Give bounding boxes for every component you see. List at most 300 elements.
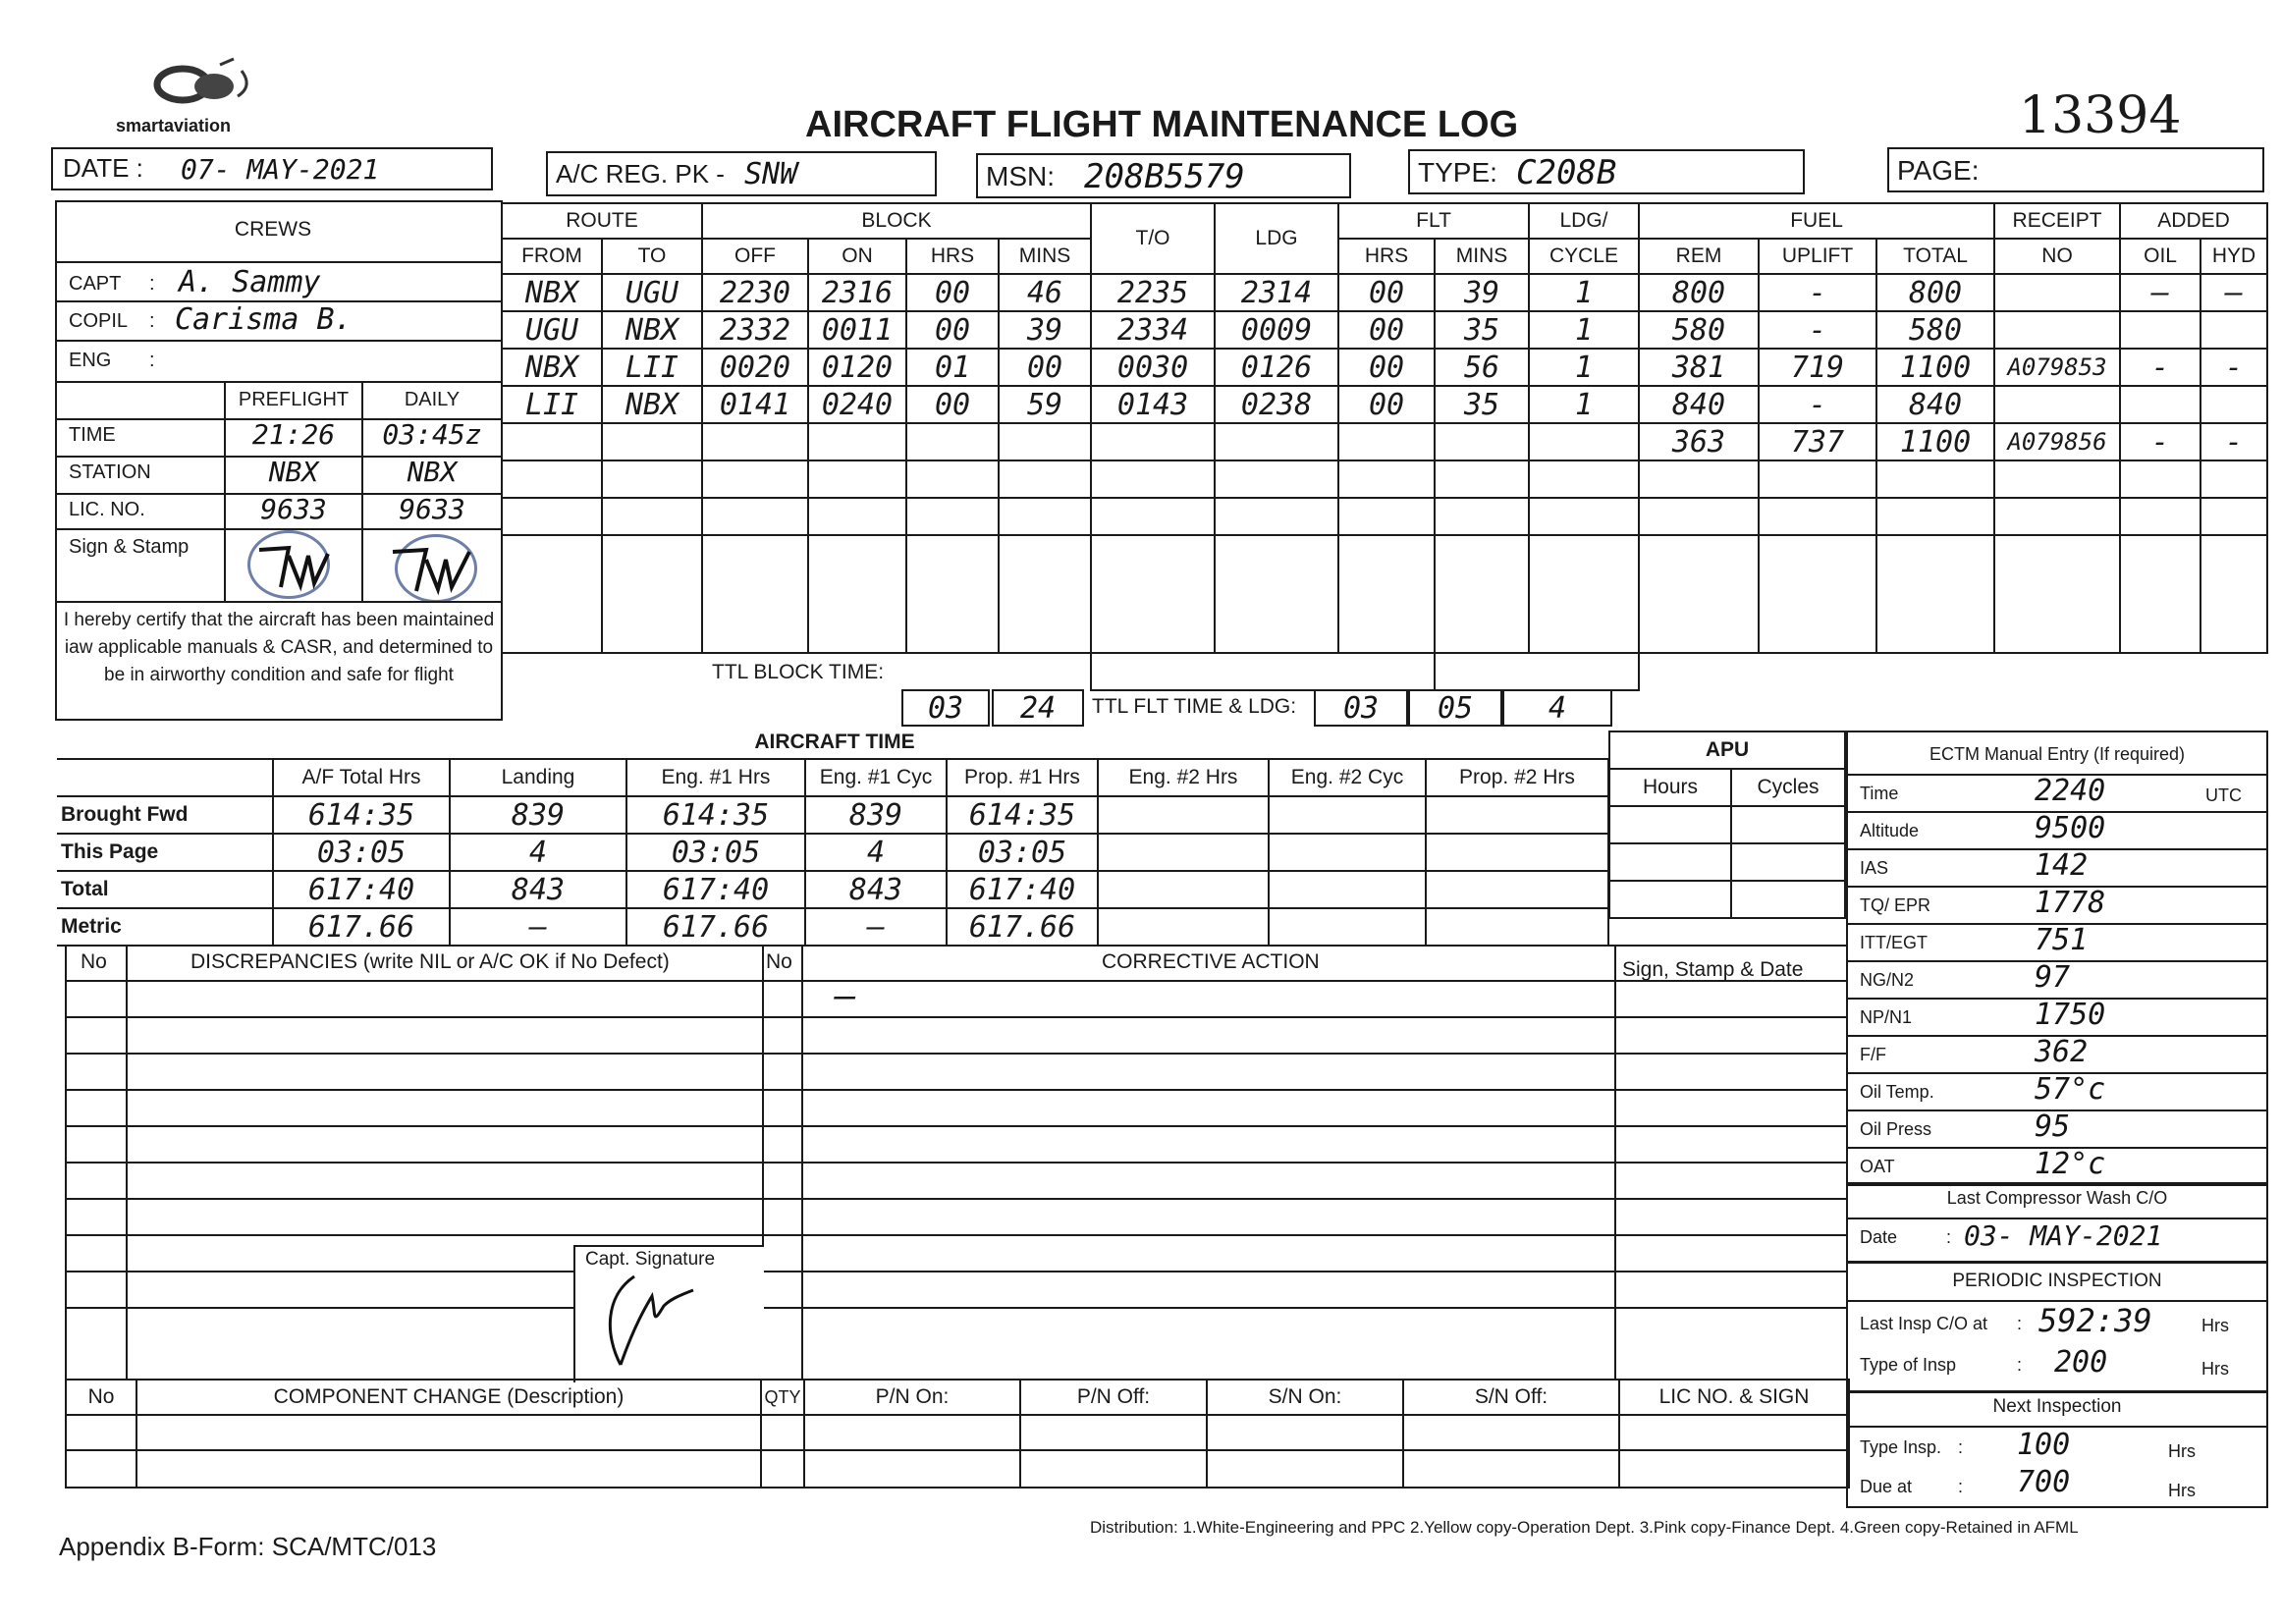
daily-station: NBX <box>407 456 458 488</box>
discrepancy-line[interactable] <box>67 1089 1846 1091</box>
aircraft-time-empty-cell[interactable] <box>1098 834 1269 871</box>
ectm-value[interactable]: 97 <box>2035 960 2071 995</box>
leg-mins-cell[interactable] <box>999 498 1091 535</box>
aircraft-time-eng1-cyc-cell[interactable]: 843 <box>805 871 947 908</box>
ac-reg-field[interactable] <box>546 151 937 196</box>
flight-leg-row <box>502 498 2267 535</box>
leg-total-cell[interactable]: 1100 <box>1876 423 1994 460</box>
aircraft-time-empty-cell[interactable] <box>1426 796 1608 834</box>
flight-leg-row <box>502 535 2267 653</box>
aircraft-time-eng1-cyc-cell[interactable]: — <box>805 908 947 946</box>
leg-to-cell[interactable]: NBX <box>602 311 702 349</box>
leg-receipt-cell[interactable]: A079853 <box>1994 349 2120 386</box>
leg-flt-hrs-cell[interactable] <box>1338 498 1435 535</box>
leg-on-cell[interactable]: 0240 <box>808 386 906 423</box>
leg-ldg-cell[interactable] <box>1215 460 1338 498</box>
leg-to-cell[interactable] <box>602 535 702 653</box>
wash-date-value: 03- MAY-2021 <box>1964 1219 2163 1252</box>
leg-off-cell[interactable]: 2230 <box>702 274 808 311</box>
eng-colon: : <box>149 350 155 371</box>
leg-hyd-cell[interactable] <box>2200 311 2267 349</box>
leg-oil-cell[interactable] <box>2120 498 2200 535</box>
ectm-label: F/F <box>1860 1045 1886 1064</box>
discrepancy-line[interactable] <box>67 1307 1846 1309</box>
leg-off-cell[interactable]: 0141 <box>702 386 808 423</box>
leg-to-cell[interactable] <box>602 498 702 535</box>
date-label: DATE : <box>63 153 143 183</box>
col-eng1-hrs: Eng. #1 Hrs <box>626 759 805 796</box>
leg-oil-cell[interactable] <box>2120 535 2200 653</box>
leg-flt-hrs-cell[interactable]: 00 <box>1338 386 1435 423</box>
lic-label: LIC. NO. <box>69 499 145 520</box>
leg-off-cell[interactable]: 2332 <box>702 311 808 349</box>
leg-total-cell[interactable] <box>1876 460 1994 498</box>
leg-hyd-cell[interactable] <box>2200 460 2267 498</box>
aircraft-time-heading: AIRCRAFT TIME <box>754 731 915 753</box>
leg-to-time-cell[interactable]: 0143 <box>1091 386 1215 423</box>
leg-flt-mins-cell[interactable]: 35 <box>1435 386 1529 423</box>
aircraft-time-empty-cell[interactable] <box>1269 796 1426 834</box>
discrepancy-line[interactable] <box>67 1053 1846 1055</box>
aircraft-time-landing-cell[interactable]: — <box>450 908 626 946</box>
leg-uplift-cell[interactable] <box>1759 535 1876 653</box>
aircraft-time-empty-cell[interactable] <box>1098 796 1269 834</box>
aircraft-time-empty-cell[interactable] <box>1098 908 1269 946</box>
leg-mins-cell[interactable]: 59 <box>999 386 1091 423</box>
leg-total-cell[interactable] <box>1876 498 1994 535</box>
aircraft-time-empty-cell[interactable] <box>1426 871 1608 908</box>
leg-hrs-cell[interactable] <box>906 460 999 498</box>
leg-to-cell[interactable] <box>602 423 702 460</box>
leg-ldg-cell[interactable]: 0238 <box>1215 386 1338 423</box>
leg-flt-hrs-cell[interactable] <box>1338 423 1435 460</box>
leg-on-cell[interactable]: 2316 <box>808 274 906 311</box>
leg-mins-cell[interactable]: 46 <box>999 274 1091 311</box>
aircraft-time-af-cell[interactable]: 617.66 <box>273 908 450 946</box>
next-type-unit: Hrs <box>2168 1441 2196 1461</box>
leg-mins-cell[interactable] <box>999 535 1091 653</box>
leg-off-cell[interactable] <box>702 460 808 498</box>
ectm-value[interactable]: 95 <box>2035 1110 2071 1144</box>
preflight-signature-icon <box>249 536 338 595</box>
leg-flt-mins-cell[interactable] <box>1435 423 1529 460</box>
ectm-label: Oil Temp. <box>1860 1082 1934 1102</box>
leg-receipt-cell[interactable] <box>1994 535 2120 653</box>
aircraft-time-prop1-cell[interactable]: 617:40 <box>947 871 1098 908</box>
ttl-ldg[interactable]: 4 <box>1502 689 1612 727</box>
leg-hrs-cell[interactable]: 00 <box>906 311 999 349</box>
leg-mins-cell[interactable]: 00 <box>999 349 1091 386</box>
leg-to-cell[interactable]: UGU <box>602 274 702 311</box>
discrepancy-line[interactable] <box>67 980 1846 982</box>
leg-rem-cell[interactable]: 363 <box>1639 423 1759 460</box>
col-prop1-hrs: Prop. #1 Hrs <box>947 759 1098 796</box>
flight-leg-row <box>502 460 2267 498</box>
ectm-value[interactable]: 142 <box>2035 848 2089 883</box>
leg-on-cell[interactable]: 0011 <box>808 311 906 349</box>
leg-total-cell[interactable] <box>1876 535 1994 653</box>
leg-hyd-cell[interactable]: - <box>2200 423 2267 460</box>
aircraft-time-row <box>57 834 1608 871</box>
corrective-mark: — <box>835 976 856 1016</box>
leg-rem-cell[interactable]: 800 <box>1639 274 1759 311</box>
ectm-label: Time <box>1860 784 1899 803</box>
sign-stamp-label: Sign & Stamp <box>69 536 190 558</box>
aircraft-time-empty-cell[interactable] <box>1098 871 1269 908</box>
leg-from-cell[interactable] <box>502 535 602 653</box>
discrepancy-line[interactable] <box>67 1125 1846 1127</box>
leg-cycle-cell[interactable]: 1 <box>1529 274 1639 311</box>
wash-heading: Last Compressor Wash C/O <box>1946 1188 2168 1208</box>
leg-uplift-cell[interactable]: - <box>1759 386 1876 423</box>
leg-from-cell[interactable]: NBX <box>502 349 602 386</box>
leg-flt-hrs-cell[interactable] <box>1338 535 1435 653</box>
preflight-lic: 9633 <box>260 493 327 525</box>
due-value: 700 <box>2017 1465 2071 1499</box>
aircraft-time-empty-cell[interactable] <box>1269 871 1426 908</box>
aircraft-time-empty-cell[interactable] <box>1426 834 1608 871</box>
msn-field[interactable] <box>976 153 1351 198</box>
leg-total-cell[interactable]: 580 <box>1876 311 1994 349</box>
leg-hyd-cell[interactable] <box>2200 535 2267 653</box>
leg-cycle-cell[interactable]: 1 <box>1529 386 1639 423</box>
flt-mins-heading: MINS <box>1435 239 1529 274</box>
leg-off-cell[interactable] <box>702 498 808 535</box>
sn-off-heading: S/N Off: <box>1403 1380 1619 1415</box>
type-field[interactable] <box>1408 149 1805 194</box>
leg-rem-cell[interactable] <box>1639 535 1759 653</box>
leg-total-cell[interactable]: 840 <box>1876 386 1994 423</box>
aircraft-time-landing-cell[interactable]: 4 <box>450 834 626 871</box>
leg-hyd-cell[interactable] <box>2200 386 2267 423</box>
ectm-panel <box>1846 731 2268 1508</box>
leg-oil-cell[interactable] <box>2120 386 2200 423</box>
ectm-label: IAS <box>1860 858 1889 878</box>
leg-to-time-cell[interactable] <box>1091 423 1215 460</box>
comp-qty-heading: QTY <box>761 1380 804 1415</box>
leg-on-cell[interactable] <box>808 460 906 498</box>
on-heading: ON <box>808 239 906 274</box>
leg-ldg-cell[interactable] <box>1215 423 1338 460</box>
oil-heading: OIL <box>2120 239 2200 274</box>
ac-reg-label: A/C REG. PK - <box>556 159 725 189</box>
leg-flt-hrs-cell[interactable] <box>1338 460 1435 498</box>
ectm-value[interactable]: 362 <box>2035 1035 2089 1069</box>
receipt-heading-1: RECEIPT <box>1994 203 2120 239</box>
preflight-station: NBX <box>268 456 319 488</box>
leg-on-cell[interactable] <box>808 423 906 460</box>
leg-flt-mins-cell[interactable] <box>1435 460 1529 498</box>
leg-receipt-cell[interactable]: A079856 <box>1994 423 2120 460</box>
aircraft-time-eng1-hrs-cell[interactable]: 614:35 <box>626 796 805 834</box>
ectm-label: Altitude <box>1860 821 1920 840</box>
leg-to-cell[interactable] <box>602 460 702 498</box>
receipt-heading-2: NO <box>1994 239 2120 274</box>
aircraft-time-row-label: Total <box>57 871 273 908</box>
discrepancy-line[interactable] <box>67 1271 1846 1272</box>
leg-uplift-cell[interactable]: 737 <box>1759 423 1876 460</box>
apu-hours-heading: Hours <box>1609 769 1731 806</box>
aircraft-time-empty-cell[interactable] <box>1269 834 1426 871</box>
leg-hrs-cell[interactable] <box>906 498 999 535</box>
leg-uplift-cell[interactable]: - <box>1759 311 1876 349</box>
copil-label: COPIL <box>69 310 129 332</box>
leg-on-cell[interactable] <box>808 535 906 653</box>
date-value: 07- MAY-2021 <box>181 153 380 186</box>
leg-flt-mins-cell[interactable]: 39 <box>1435 274 1529 311</box>
comp-desc-heading: COMPONENT CHANGE (Description) <box>136 1380 761 1415</box>
aircraft-time-prop1-cell[interactable]: 614:35 <box>947 796 1098 834</box>
aircraft-time-af-cell[interactable]: 614:35 <box>273 796 450 834</box>
aircraft-time-eng1-cyc-cell[interactable]: 4 <box>805 834 947 871</box>
leg-to-time-cell[interactable] <box>1091 460 1215 498</box>
aircraft-time-landing-cell[interactable]: 843 <box>450 871 626 908</box>
leg-on-cell[interactable] <box>808 498 906 535</box>
leg-hrs-cell[interactable] <box>906 535 999 653</box>
lic-sign-heading: LIC NO. & SIGN <box>1619 1380 1849 1415</box>
leg-flt-hrs-cell[interactable]: 00 <box>1338 274 1435 311</box>
apu-cycles-heading: Cycles <box>1731 769 1845 806</box>
leg-rem-cell[interactable]: 580 <box>1639 311 1759 349</box>
leg-receipt-cell[interactable] <box>1994 311 2120 349</box>
leg-ldg-cell[interactable]: 2314 <box>1215 274 1338 311</box>
leg-flt-mins-cell[interactable]: 56 <box>1435 349 1529 386</box>
col-eng2-hrs: Eng. #2 Hrs <box>1098 759 1269 796</box>
leg-to-cell[interactable]: LII <box>602 349 702 386</box>
aircraft-time-row <box>57 908 1608 946</box>
copil-colon: : <box>149 310 155 332</box>
capt-signature-label: Capt. Signature <box>585 1249 716 1270</box>
leg-from-cell[interactable]: NBX <box>502 274 602 311</box>
col-prop2-hrs: Prop. #2 Hrs <box>1426 759 1608 796</box>
discrepancy-line[interactable] <box>67 1198 1846 1200</box>
leg-to-time-cell[interactable]: 2334 <box>1091 311 1215 349</box>
ectm-value[interactable]: 751 <box>2035 923 2089 957</box>
aircraft-time-eng1-hrs-cell[interactable]: 617.66 <box>626 908 805 946</box>
leg-rem-cell[interactable] <box>1639 460 1759 498</box>
ectm-value[interactable]: 1750 <box>2035 998 2106 1032</box>
leg-mins-cell[interactable] <box>999 423 1091 460</box>
ttl-flt-hrs[interactable]: 03 <box>1314 689 1408 727</box>
leg-hrs-cell[interactable]: 01 <box>906 349 999 386</box>
disc-heading: DISCREPANCIES (write NIL or A/C OK if No Defect) <box>190 950 670 973</box>
aircraft-time-row-label: Metric <box>57 908 273 946</box>
serial-number: 13394 <box>2019 86 2182 145</box>
ttl-block-mins[interactable]: 24 <box>992 689 1084 727</box>
ectm-value[interactable]: 1778 <box>2035 886 2106 920</box>
ttl-flt-mins[interactable]: 05 <box>1408 689 1502 727</box>
flight-leg-row <box>502 386 2267 423</box>
ectm-value[interactable]: 9500 <box>2035 811 2106 845</box>
block-heading: BLOCK <box>702 203 1091 239</box>
ectm-value[interactable]: 2240 <box>2035 774 2106 808</box>
leg-uplift-cell[interactable]: - <box>1759 274 1876 311</box>
leg-receipt-cell[interactable] <box>1994 460 2120 498</box>
ectm-value[interactable]: 12°c <box>2035 1147 2106 1181</box>
aircraft-time-eng1-cyc-cell[interactable]: 839 <box>805 796 947 834</box>
ttl-block-hrs[interactable]: 03 <box>901 689 990 727</box>
leg-flt-hrs-cell[interactable]: 00 <box>1338 311 1435 349</box>
block-mins-heading: MINS <box>999 239 1091 274</box>
logo <box>116 57 293 141</box>
aircraft-time-eng1-hrs-cell[interactable]: 03:05 <box>626 834 805 871</box>
leg-rem-cell[interactable] <box>1639 498 1759 535</box>
next-type-value: 100 <box>2017 1428 2071 1462</box>
aircraft-time-prop1-cell[interactable]: 617.66 <box>947 908 1098 946</box>
col-eng2-cyc: Eng. #2 Cyc <box>1269 759 1426 796</box>
flight-leg-row <box>502 349 2267 386</box>
ttl-flt-label: TTL FLT TIME & LDG: <box>1092 695 1297 718</box>
aircraft-time-table <box>57 758 1609 947</box>
form-title: AIRCRAFT FLIGHT MAINTENANCE LOG <box>805 104 1519 145</box>
leg-uplift-cell[interactable]: 719 <box>1759 349 1876 386</box>
to-dest-heading: TO <box>602 239 702 274</box>
leg-receipt-cell[interactable] <box>1994 274 2120 311</box>
leg-oil-cell[interactable]: — <box>2120 274 2200 311</box>
leg-cycle-cell[interactable] <box>1529 535 1639 653</box>
leg-from-cell[interactable] <box>502 423 602 460</box>
leg-cycle-cell[interactable]: 1 <box>1529 311 1639 349</box>
ca-heading: CORRECTIVE ACTION <box>1102 950 1320 973</box>
daily-time: 03:45z <box>382 418 482 451</box>
leg-hrs-cell[interactable]: 00 <box>906 386 999 423</box>
leg-cycle-cell[interactable] <box>1529 498 1639 535</box>
certification-text: I hereby certify that the aircraft has been maintained iaw applicable manuals & CASR, and determined to be in airworthy condition and safe for flight <box>63 610 495 685</box>
preflight-time: 21:26 <box>251 418 336 451</box>
to-heading: T/O <box>1091 203 1215 274</box>
leg-to-time-cell[interactable] <box>1091 535 1215 653</box>
leg-from-cell[interactable]: LII <box>502 386 602 423</box>
leg-flt-mins-cell[interactable] <box>1435 535 1529 653</box>
due-unit: Hrs <box>2168 1481 2196 1500</box>
added-heading: ADDED <box>2120 203 2267 239</box>
wash-date-colon: : <box>1946 1227 1952 1247</box>
aircraft-time-empty-cell[interactable] <box>1426 908 1608 946</box>
ectm-label: NP/N1 <box>1860 1007 1913 1027</box>
copil-value: Carisma B. <box>175 302 353 337</box>
leg-oil-cell[interactable] <box>2120 460 2200 498</box>
form-number: Appendix B-Form: SCA/MTC/013 <box>59 1532 437 1561</box>
leg-flt-mins-cell[interactable]: 35 <box>1435 311 1529 349</box>
pn-on-heading: P/N On: <box>804 1380 1020 1415</box>
rem-heading: REM <box>1639 239 1759 274</box>
from-heading: FROM <box>502 239 602 274</box>
aircraft-time-prop1-cell[interactable]: 03:05 <box>947 834 1098 871</box>
leg-mins-cell[interactable] <box>999 460 1091 498</box>
leg-from-cell[interactable] <box>502 460 602 498</box>
ttl-block-label: TTL BLOCK TIME: <box>712 660 885 683</box>
leg-uplift-cell[interactable] <box>1759 460 1876 498</box>
route-heading: ROUTE <box>502 203 702 239</box>
leg-rem-cell[interactable]: 381 <box>1639 349 1759 386</box>
leg-hyd-cell[interactable] <box>2200 498 2267 535</box>
leg-to-time-cell[interactable]: 2235 <box>1091 274 1215 311</box>
leg-to-time-cell[interactable]: 0030 <box>1091 349 1215 386</box>
leg-oil-cell[interactable]: - <box>2120 349 2200 386</box>
sign-stamp-date-heading: Sign, Stamp & Date <box>1622 958 1804 981</box>
leg-receipt-cell[interactable] <box>1994 386 2120 423</box>
off-heading: OFF <box>702 239 808 274</box>
discrepancy-line[interactable] <box>67 1016 1846 1018</box>
leg-hyd-cell[interactable]: — <box>2200 274 2267 311</box>
uplift-heading: UPLIFT <box>1759 239 1876 274</box>
leg-cycle-cell[interactable]: 1 <box>1529 349 1639 386</box>
leg-total-cell[interactable]: 1100 <box>1876 349 1994 386</box>
leg-to-cell[interactable]: NBX <box>602 386 702 423</box>
pn-off-heading: P/N Off: <box>1020 1380 1207 1415</box>
leg-uplift-cell[interactable] <box>1759 498 1876 535</box>
block-hrs-heading: HRS <box>906 239 999 274</box>
msn-value: 208B5579 <box>1084 157 1245 196</box>
capt-signature-box[interactable] <box>573 1245 764 1382</box>
aircraft-time-row-label: This Page <box>57 834 273 871</box>
leg-mins-cell[interactable]: 39 <box>999 311 1091 349</box>
aircraft-time-landing-cell[interactable]: 839 <box>450 796 626 834</box>
daily-heading: DAILY <box>404 389 461 410</box>
leg-total-cell[interactable]: 800 <box>1876 274 1994 311</box>
leg-ldg-cell[interactable]: 0009 <box>1215 311 1338 349</box>
leg-off-cell[interactable] <box>702 535 808 653</box>
sn-on-heading: S/N On: <box>1207 1380 1403 1415</box>
leg-from-cell[interactable]: UGU <box>502 311 602 349</box>
leg-from-cell[interactable] <box>502 498 602 535</box>
leg-cycle-cell[interactable] <box>1529 460 1639 498</box>
leg-flt-hrs-cell[interactable]: 00 <box>1338 349 1435 386</box>
leg-ldg-cell[interactable] <box>1215 535 1338 653</box>
flight-legs-table <box>501 202 2268 691</box>
aircraft-time-eng1-hrs-cell[interactable]: 617:40 <box>626 871 805 908</box>
leg-off-cell[interactable]: 0020 <box>702 349 808 386</box>
leg-flt-mins-cell[interactable] <box>1435 498 1529 535</box>
leg-on-cell[interactable]: 0120 <box>808 349 906 386</box>
leg-oil-cell[interactable]: - <box>2120 423 2200 460</box>
leg-oil-cell[interactable] <box>2120 311 2200 349</box>
ectm-label: OAT <box>1860 1157 1895 1176</box>
leg-off-cell[interactable] <box>702 423 808 460</box>
leg-ldg-cell[interactable]: 0126 <box>1215 349 1338 386</box>
leg-hyd-cell[interactable]: - <box>2200 349 2267 386</box>
logo-text: smartaviation <box>116 116 232 135</box>
aircraft-time-empty-cell[interactable] <box>1269 908 1426 946</box>
leg-to-time-cell[interactable] <box>1091 498 1215 535</box>
wash-date-label: Date <box>1860 1227 1898 1247</box>
crews-block <box>55 200 503 721</box>
page-field[interactable] <box>1887 147 2264 192</box>
type-insp-value: 200 <box>2054 1345 2108 1380</box>
last-insp-colon: : <box>2017 1314 2023 1333</box>
type-label: TYPE: <box>1418 157 1497 188</box>
type-value: C208B <box>1516 153 1617 192</box>
fuel-total-heading: TOTAL <box>1876 239 1994 274</box>
ldg-heading: LDG <box>1215 203 1338 274</box>
aircraft-time-af-cell[interactable]: 03:05 <box>273 834 450 871</box>
aircraft-time-af-cell[interactable]: 617:40 <box>273 871 450 908</box>
leg-cycle-cell[interactable] <box>1529 423 1639 460</box>
leg-hrs-cell[interactable]: 00 <box>906 274 999 311</box>
discrepancy-line[interactable] <box>67 1162 1846 1164</box>
ca-no-label: No <box>766 950 792 973</box>
flt-hrs-heading: HRS <box>1338 239 1435 274</box>
ectm-value[interactable]: 57°c <box>2035 1072 2106 1107</box>
leg-hrs-cell[interactable] <box>906 423 999 460</box>
leg-ldg-cell[interactable] <box>1215 498 1338 535</box>
comp-no-heading: No <box>66 1380 136 1415</box>
leg-rem-cell[interactable]: 840 <box>1639 386 1759 423</box>
aircraft-time-row <box>57 796 1608 834</box>
discrepancy-line[interactable] <box>67 1234 1846 1236</box>
leg-receipt-cell[interactable] <box>1994 498 2120 535</box>
date-field[interactable] <box>51 147 493 190</box>
